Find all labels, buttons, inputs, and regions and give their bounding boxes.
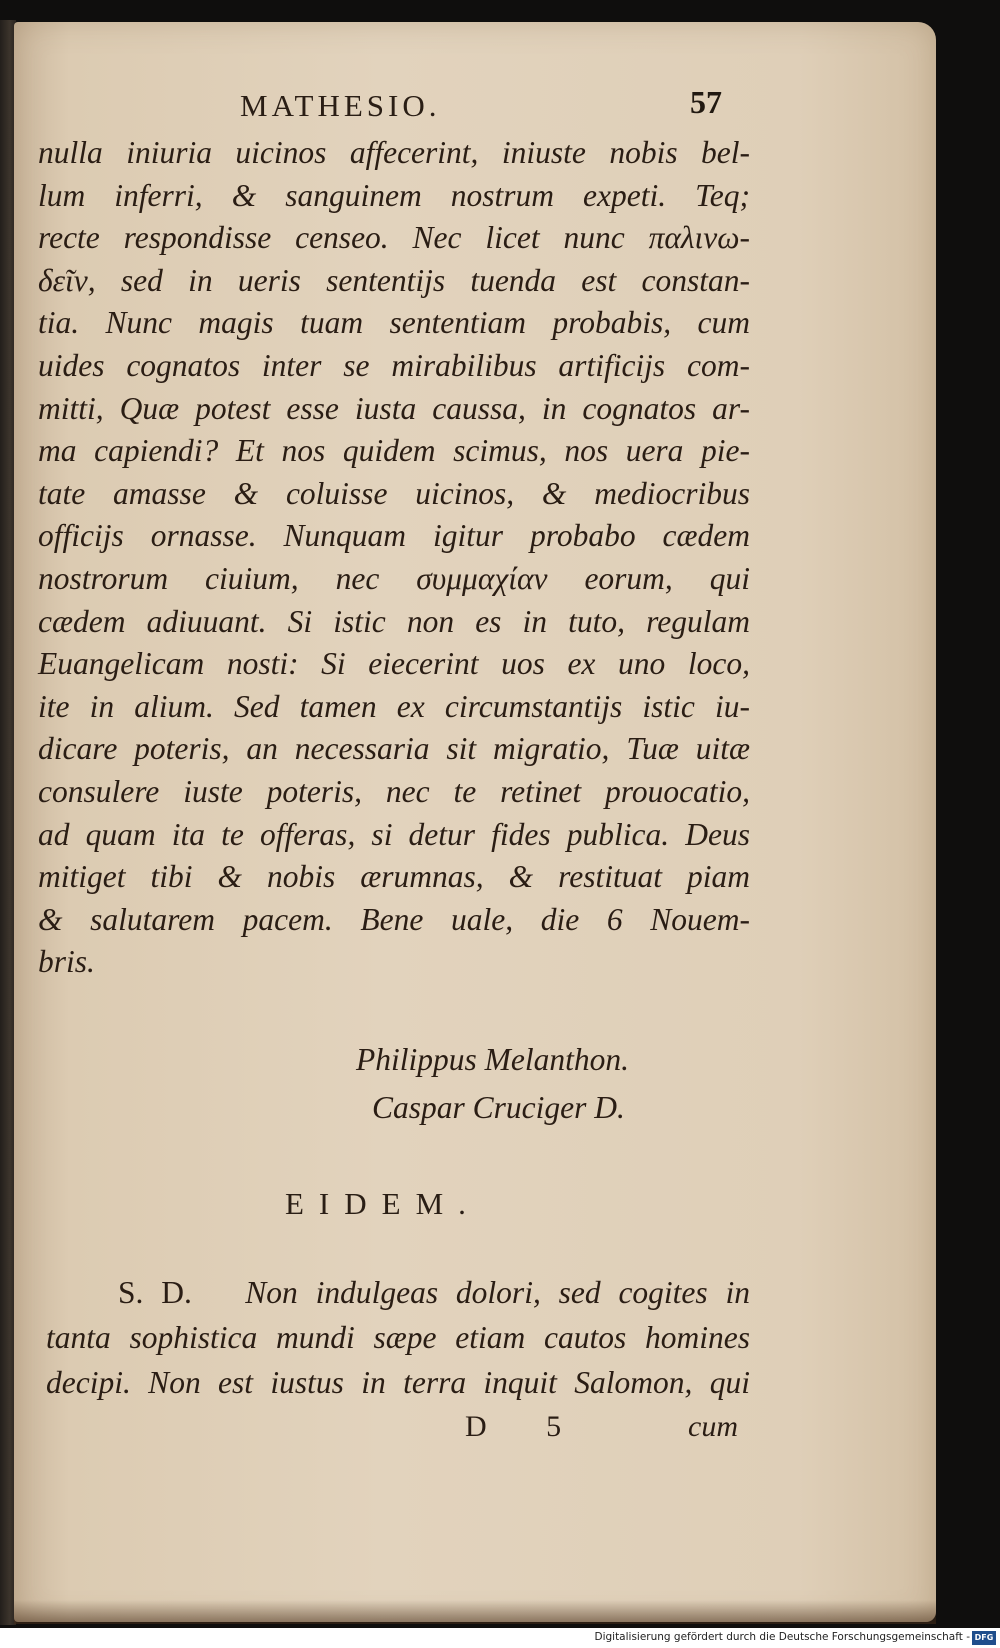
text-line: nulla iniuria uicinos affecerint, iniuste nobis bel- xyxy=(38,135,750,170)
text-line: officijs ornasse. Nunquam igitur probabo cædem xyxy=(38,518,750,554)
text-line: tate amasse & coluisse uicinos, & mediocribus xyxy=(38,475,750,511)
page-edge-shadow xyxy=(14,1600,936,1624)
text-line: mitti, Quæ potest esse iusta caussa, in cognatos ar- xyxy=(38,390,750,426)
signature-cruciger: Caspar Cruciger D. xyxy=(372,1090,625,1125)
text-line: & salutarem pacem. Bene uale, die 6 Nouem- xyxy=(38,901,750,937)
letter-body xyxy=(38,132,750,984)
salutation: S. D. xyxy=(118,1275,192,1310)
text-line: bris. xyxy=(38,944,95,980)
section-heading: EIDEM. xyxy=(285,1186,481,1221)
text-line: decipi. Non est iustus in terra inquit Salomon, qui xyxy=(46,1365,750,1400)
second-letter-body xyxy=(46,1270,750,1405)
text-line: nostrorum ciuium, nec συμμαχίαν eorum, qui xyxy=(38,560,750,596)
running-head xyxy=(240,84,740,138)
digitization-credit-bar xyxy=(0,1628,1000,1648)
text-line: dicare poteris, an necessaria sit migratio, Tuæ uitæ xyxy=(38,731,750,767)
text-line: consulere iuste poteris, nec te retinet prouocatio, xyxy=(38,773,750,809)
text-line: tia. Nunc magis tuam sententiam probabis, cum xyxy=(38,305,750,341)
signature-melanthon: Philippus Melanthon. xyxy=(356,1042,629,1077)
text-line: recte respondisse censeo. Nec licet nunc παλινω- xyxy=(38,220,750,256)
text-line: tanta sophistica mundi sæpe etiam cautos homines xyxy=(46,1320,750,1355)
page-number: 57 xyxy=(690,84,722,120)
text-line: uides cognatos inter se mirabilibus artificijs com- xyxy=(38,347,750,383)
text-line: ite in alium. Sed tamen ex circumstantijs istic iu- xyxy=(38,688,750,724)
running-title: MATHESIO. xyxy=(240,88,441,123)
text-line: lum inferri, & sanguinem nostrum expeti. Teq; xyxy=(38,177,750,213)
gathering-signature: D 5 xyxy=(465,1410,588,1443)
text-line: cædem adiuuant. Si istic non es in tuto, regulam xyxy=(38,603,750,639)
catchword: cum xyxy=(688,1410,738,1443)
text-line: Euangelicam nosti: Si eiecerint uos ex uno loco, xyxy=(38,646,750,682)
text-line: ma capiendi? Et nos quidem scimus, nos uera pie- xyxy=(38,433,750,469)
signature-block xyxy=(356,1036,716,1132)
dfg-logo: DFG xyxy=(972,1631,996,1645)
text-line xyxy=(46,1270,750,1315)
text-line: ad quam ita te offeras, si detur fides publica. Deus xyxy=(38,816,750,852)
text-line: δεῖν, sed in ueris sententijs tuenda est constan- xyxy=(38,262,750,298)
text-line-content: Non indulgeas dolori, sed cogites in xyxy=(245,1275,750,1310)
text-line: mitiget tibi & nobis ærumnas, & restituat piam xyxy=(38,859,750,895)
credit-text: Digitalisierung gefördert durch die Deutsche Forschungsgemeinschaft - xyxy=(594,1631,970,1643)
